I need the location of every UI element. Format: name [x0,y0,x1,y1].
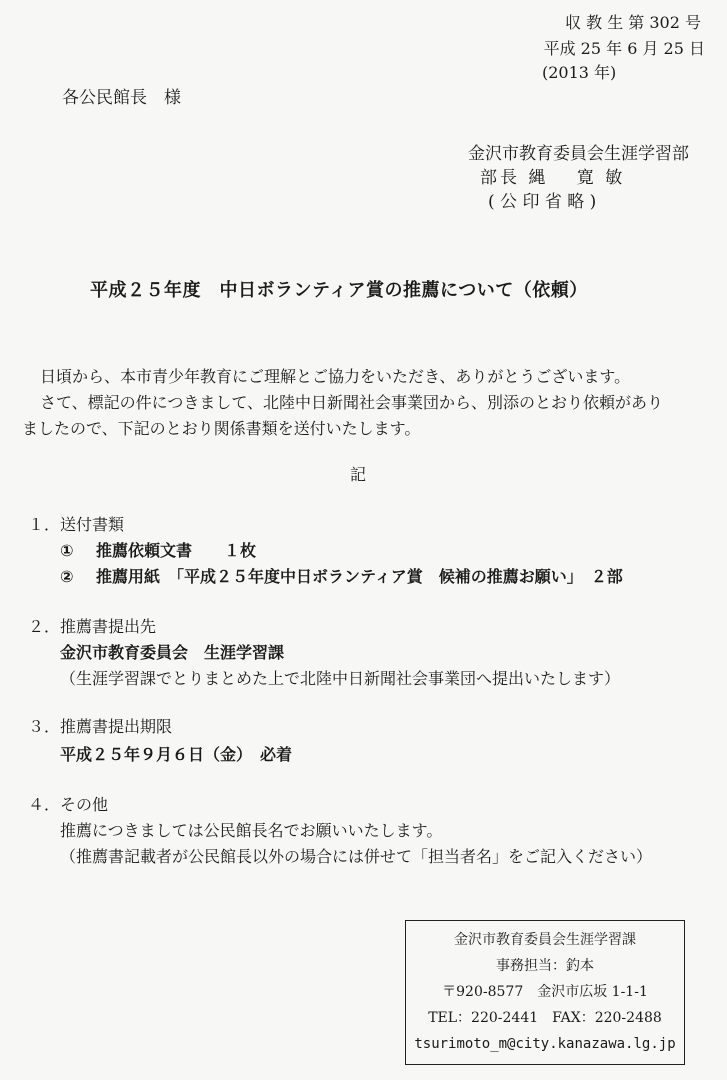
sender-org: 金沢市教育委員会生涯学習部 [468,144,689,164]
document-date: 平成 25 年 6 月 25 日 [543,39,705,58]
contact-box [405,920,685,1065]
document-title: 平成２５年度 中日ボランティア賞の推薦について（依頼） [90,280,588,301]
item-1-heading: １．送付書類 [28,515,125,534]
contact-address: 〒920-8577 金沢市広坂 1-1-1 [442,984,648,1000]
item-4-line-2: （推薦書記載者が公民館長以外の場合には併せて「担当者名」をご記入ください） [60,847,653,866]
contact-person: 事務担当：釣本 [496,958,594,974]
item-4-line-1: 推薦につきましては公民館長名でお願いいたします。 [60,821,443,840]
item-3-line-1: 平成２５年９月６日（金） 必着 [60,745,293,764]
document-number: 収 教 生 第 302 号 [565,13,701,32]
item-2-line-1: 金沢市教育委員会 生涯学習課 [60,643,285,662]
body-line-3: ましたので、下記のとおり関係書類を送付いたします。 [22,419,421,438]
item-1-sub-1: 推薦依頼文書 １枚 [96,541,257,560]
addressee: 各公民館長 様 [62,88,181,108]
document-date-year: (2013 年) [542,63,617,82]
item-3-heading: ３．推薦書提出期限 [28,717,173,736]
item-1-sub-2: 推薦用紙 「平成２５年度中日ボランティア賞 候補の推薦お願い」 ２部 [96,567,623,586]
body-line-2: さて、標記の件につきまして、北陸中日新聞社会事業団から、別添のとおり依頼があり [40,393,664,412]
body-line-1: 日頃から、本市青少年教育にご理解とご協力をいただき、ありがとうございます。 [40,367,631,386]
ki-heading: 記 [350,465,367,484]
contact-org: 金沢市教育委員会生涯学習課 [454,932,636,948]
item-2-line-2: （生涯学習課でとりまとめた上で北陸中日新聞社会事業団へ提出いたします） [60,669,621,688]
item-1-sub-2-mark: ② [60,567,74,586]
contact-email: tsurimoto_m@city.kanazawa.lg.jp [414,1036,676,1052]
contact-tel-fax: TEL：220-2441 FAX：220-2488 [428,1010,662,1026]
item-4-heading: ４．その他 [28,795,109,814]
item-2-heading: ２．推薦書提出先 [28,617,157,636]
seal-omitted-note: ( 公 印 省 略 ) [488,192,597,212]
item-1-sub-1-mark: ① [60,541,74,560]
sender-name: 部長 縄 寛 敏 [480,168,626,188]
